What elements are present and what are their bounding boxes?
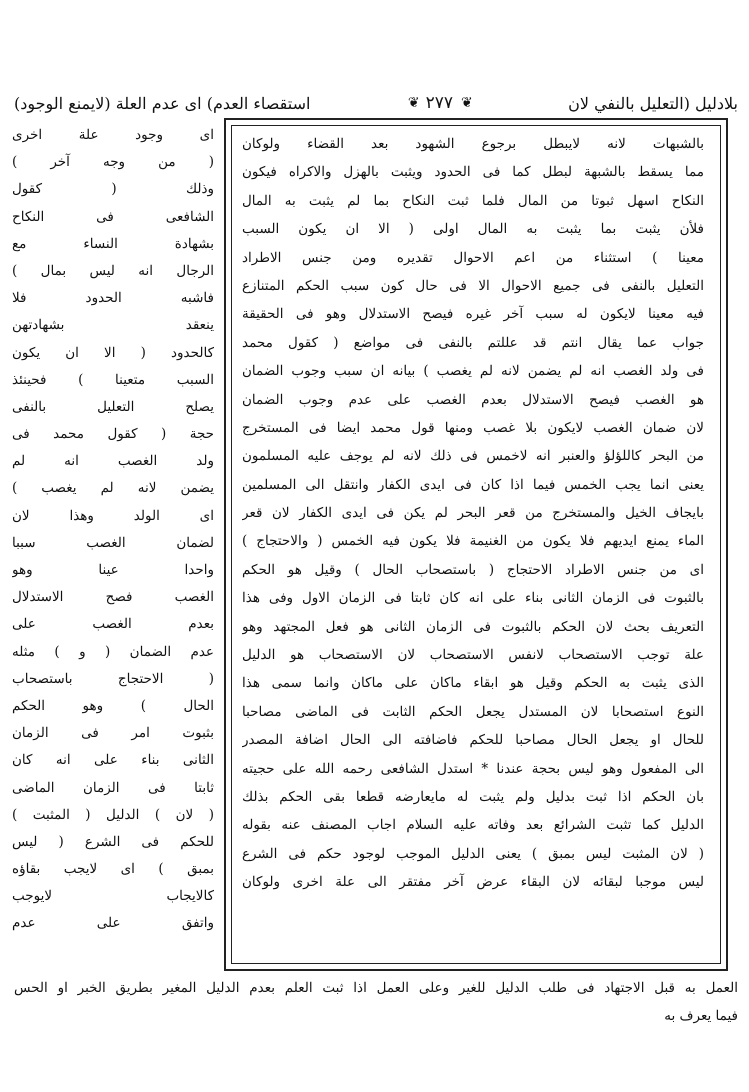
main-text-line: هو الغصب فيصح الاستدلال بعدم الغصب على عدم وجوب الضمان [242,391,704,408]
page-number: ٢٧٧ [425,93,453,113]
side-text-line: ( لان ) الدليل ( المثبت ) [12,806,214,823]
side-text-line: لضمان الغصب سببا [12,534,214,551]
main-text-line: لان ضمان الغصب لايكون بلا غصب ومنها قول محمد ايضا فى المستخرج [242,419,704,436]
main-text-line: مما يسقط بالشبهة لبطل كما فى الحدود ويثبت بالهزل والاكراه فيكون [242,164,704,181]
side-text-line: اى الولد وهذا لان [12,507,214,524]
main-text-line: الى المفعول وهو ليس بحجة عندنا * استدل الشافعى رحمه الله على حجيته [242,760,704,777]
main-text-line: بايجاف الخيل والمستخرج من قعر البحر لم يكن فى ايدى الكفار لان قعر [242,505,704,522]
side-text-line: السبب متعينا ) فحينئذ [12,371,214,388]
side-text-line: وذلك ( كقول [12,181,214,198]
main-text-line: ( لان المثبت ليس بمبق ) يعنى الدليل الموجب لوجود حكم فى الشرع [242,845,704,862]
header-ornament-right: ❦ [460,95,471,111]
main-text-line: التعريف بحث لان الحكم بالثبوت فى الزمان الثانى هو فعل المجتهد وهو [242,618,704,635]
side-text-line: فاشبه الحدود فلا [12,290,214,307]
side-text-line: الشافعى فى النكاح [12,208,214,225]
main-text-line: النوع استصحابا لان المستدل يجعل الحكم الثابت فى الماضى مصاحبا [242,703,704,720]
side-text-line: كالحدود ( الا ان يكون [12,344,214,361]
side-text-line: حجة ( كقول محمد فى [12,426,214,443]
side-text-line: للحكم فى الشرع ( ليس [12,833,214,850]
side-text-line: بثبوت امر فى الزمان [12,725,214,742]
header-title-left-text: استقصاء العدم) اى عدم العلة (لايمنع الوجود) [14,93,311,113]
side-text-line: بمبق ) اى لايجب بقاؤه [12,861,214,878]
main-text-line: بالثبوت فى الزمان الثانى بناء على انه كان ثابتا فى الزمان الاول وفى هذا [242,590,704,607]
side-text-line: عدم الضمان ( و ) مثله [12,643,214,660]
main-text-line: جواب عما يقال انتم قد عللتم بالنفى فى مواضع ( كقول محمد [242,334,704,351]
page-header [14,88,738,118]
header-title-right-text: بلادليل (التعليل بالنفي لان [568,93,738,113]
main-text-line: علة توجب الاستصحاب لانفس الاستصحاب لان الاستصحاب هو الدليل [242,647,704,664]
side-text-line: يصلح التعليل بالنفى [12,398,214,415]
main-text-line: بان الحكم اذا ثبت بدليل ولم يثبت له مايعارضه قطعا بقى الحكم بذلك [242,788,704,805]
header-center [408,93,471,113]
main-text-line: النكاح اسهل ثبوتا من المال فلما ثبت النكاح بما لم يثبت به المال [242,192,704,209]
side-text-line: بعدم الغصب على [12,616,214,633]
main-text-line: فلأن يثبت بما يثبت به المال اولى ( الا ان يكون السبب [242,221,704,238]
side-text-line: يضمن لانه لم يغصب ) [12,480,214,497]
side-text-column [12,122,214,972]
side-text-line: الرجال انه ليس بمال ) [12,262,214,279]
side-text-line: ( من وجه آخر ) [12,154,214,171]
bottom-text-line: فيما يعرف به [664,1008,738,1024]
main-text-line: التعليل بالنفى فى جميع الاحوال الا فى حال كون سبب الحكم المتنازع [242,277,704,294]
main-text-line: فيه معينا لايكون له سبب آخر غيره فيصح الاستدلال وهو فى الحقيقة [242,306,704,323]
main-text-line: الذى يثبت به الحكم وقيل هو ابقاء ماكان على ماكان وانما سمى هذا [242,675,704,692]
side-text-line: ينعقد بشهادتهن [12,317,214,334]
main-text-line: فى ولد الغصب انه لم يضمن لانه لم يغصب ) بيانه ان سبب وجوب الضمان [242,363,704,380]
side-text-line: ( الاحتجاج باستصحاب [12,670,214,687]
main-text-line: الماء يمنع ايديهم فلا يكون من الغنيمة فلا يكون فيه الخمس ( والاحتجاج ) [242,533,704,550]
side-text-line: الغصب فصح الاستدلال [12,589,214,606]
main-text-line: من البحر كاللؤلؤ والعنبر انه لاخمس فى ذلك لانه لم يوجف عليه المسلمون [242,448,704,465]
side-text-line: كالايجاب لايوجب [12,888,214,905]
main-text-line: اى من جنس الاطراد الاحتجاج ( باستصحاب الحال ) وقيل هو الحكم [242,561,704,578]
side-text-line: اى وجود علة اخرى [12,127,214,143]
header-title-left [14,94,310,113]
main-text-line: بالشبهات لانه لايبطل برجوع الشهود بعد القضاء ولوكان [242,136,704,152]
main-text-line: ليس موجبا لبقائه لان البقاء عرض آخر مفتقر الى علة اخرى ولوكان [242,874,704,891]
main-text-body [242,130,704,956]
bottom-text-line: العمل به قبل الاجتهاد فى طلب الدليل للغير وعلى العمل اذا ثبت العلم بعدم الدليل المغير بطريق الخبر او الحس [14,980,738,996]
side-text-line: الحال ) وهو الحكم [12,697,214,714]
side-text-line: ولد الغصب انه لم [12,453,214,470]
side-text-line: بشهادة النساء مع [12,235,214,252]
main-text-line: يعنى انما يجب الخمس فيما اذا كان فى ايدى الكفار وانتقل الى المسلمين [242,476,704,493]
header-ornament-left: ❦ [407,95,418,111]
bottom-text-block [14,974,738,1034]
side-text-line: الثانى بناء على انه كان [12,752,214,769]
header-title-right [568,94,738,113]
side-text-line: ثابتا فى الزمان الماضى [12,779,214,796]
main-text-line: الدليل كما تثبت الشرائع بعد وفاته عليه السلام اجاب المصنف عنه بقوله [242,817,704,834]
main-text-line: معينا ) استثناء من اعم الاحوال تقديره ومن جنس الاطراد [242,249,704,266]
side-text-line: واتفق على عدم [12,915,214,932]
main-text-frame [224,118,728,971]
main-text-line: للحال او يجعل الحال مصاحبا للحكم فاضافته الى الحال اضافة المصدر [242,732,704,749]
side-text-line: واحدا عينا وهو [12,562,214,578]
